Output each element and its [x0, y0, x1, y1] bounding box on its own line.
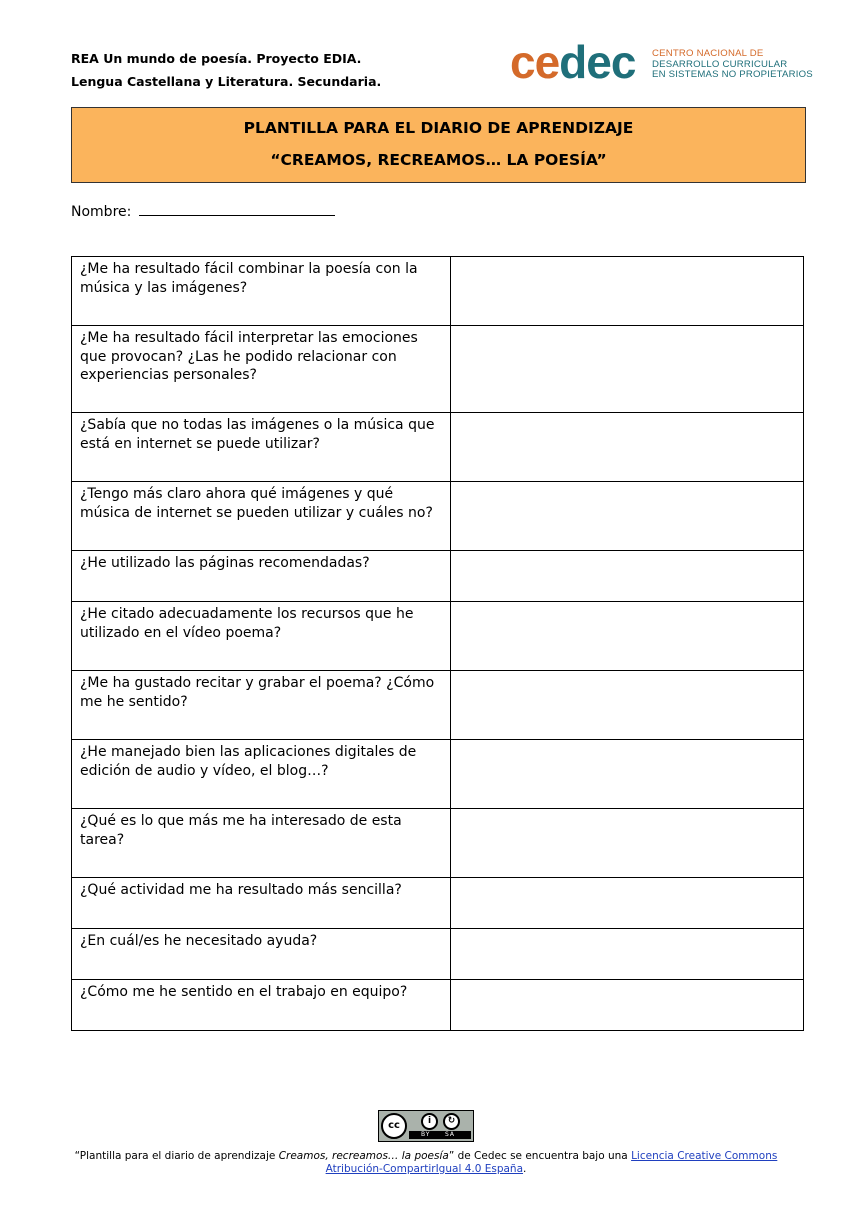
table-row: [72, 671, 804, 740]
cedec-logo-word: [510, 34, 635, 90]
answer-cell[interactable]: [451, 482, 804, 551]
by-attribution-icon: i: [421, 1113, 438, 1130]
answer-cell[interactable]: [451, 740, 804, 809]
cedec-logo: [510, 36, 815, 90]
cedec-logo-sub2: DESARROLLO CURRICULAR: [652, 58, 788, 70]
credit-end: .: [523, 1162, 527, 1175]
footer: [0, 1110, 852, 1175]
name-blank-line[interactable]: [139, 201, 335, 216]
question-cell: ¿He manejado bien las aplicaciones digitales de edición de audio y vídeo, el blog…?: [72, 740, 451, 809]
cedec-logo-subtitle: [652, 49, 813, 81]
license-credit: [46, 1150, 806, 1175]
table-row: [72, 878, 804, 929]
table-row: [72, 809, 804, 878]
cc-by-sa-badge: [378, 1110, 474, 1142]
question-cell: ¿Qué es lo que más me ha interesado de esta tarea?: [72, 809, 451, 878]
question-cell: ¿Qué actividad me ha resultado más sencilla?: [72, 878, 451, 929]
table-row: [72, 602, 804, 671]
table-row: [72, 257, 804, 326]
answer-cell[interactable]: [451, 257, 804, 326]
answer-cell[interactable]: [451, 326, 804, 413]
answer-cell[interactable]: [451, 413, 804, 482]
answer-cell[interactable]: [451, 878, 804, 929]
cedec-logo-sub3: EN SISTEMAS NO PROPIETARIOS: [652, 69, 813, 80]
license-link[interactable]: Licencia Creative Commons Atribución-CompartirIgual 4.0 España: [325, 1150, 778, 1175]
answer-cell[interactable]: [451, 602, 804, 671]
name-label: Nombre:: [71, 204, 132, 220]
cc-badge-by-label: BY: [421, 1131, 431, 1138]
answer-cell[interactable]: [451, 551, 804, 602]
question-cell: ¿Sabía que no todas las imágenes o la música que está en internet se puede utilizar?: [72, 413, 451, 482]
credit-mid: ” de Cedec se encuentra bajo una: [448, 1150, 632, 1162]
cedec-logo-word-part1: ce: [510, 36, 560, 88]
answer-cell[interactable]: [451, 671, 804, 740]
cedec-logo-sub1: CENTRO NACIONAL DE: [652, 48, 764, 59]
answer-cell[interactable]: [451, 929, 804, 980]
cc-badge-sa-label: SA: [445, 1131, 456, 1138]
title-line-2: “CREAMOS, RECREAMOS… LA POESÍA”: [270, 151, 607, 169]
header-subject-line: Lengua Castellana y Literatura. Secundaria.: [71, 74, 382, 89]
question-cell: ¿He citado adecuadamente los recursos que he utilizado en el vídeo poema?: [72, 602, 451, 671]
answer-cell[interactable]: [451, 980, 804, 1031]
title-line-1: PLANTILLA PARA EL DIARIO DE APRENDIZAJE: [243, 119, 634, 137]
header-project-line: REA Un mundo de poesía. Proyecto EDIA.: [71, 51, 362, 66]
table-row: [72, 980, 804, 1031]
question-cell: ¿Me ha gustado recitar y grabar el poema? ¿Cómo me he sentido?: [72, 671, 451, 740]
table-row: [72, 326, 804, 413]
question-cell: ¿Me ha resultado fácil combinar la poesía con la música y las imágenes?: [72, 257, 451, 326]
table-row: [72, 929, 804, 980]
cc-badge-strip: [409, 1131, 471, 1139]
diary-table: [71, 256, 804, 1031]
table-row: [72, 551, 804, 602]
table-row: [72, 413, 804, 482]
question-cell: ¿He utilizado las páginas recomendadas?: [72, 551, 451, 602]
document-header: [71, 47, 381, 93]
answer-cell[interactable]: [451, 809, 804, 878]
question-cell: ¿Cómo me he sentido en el trabajo en equipo?: [72, 980, 451, 1031]
question-cell: ¿En cuál/es he necesitado ayuda?: [72, 929, 451, 980]
sa-share-alike-icon: ↻: [443, 1113, 460, 1130]
table-row: [72, 740, 804, 809]
cedec-logo-word-part2: dec: [559, 36, 636, 88]
credit-italic-title: Creamos, recreamos… la poesía: [278, 1150, 449, 1162]
question-cell: ¿Me ha resultado fácil interpretar las emociones que provocan? ¿Las he podido relacionar con experiencias personales?: [72, 326, 451, 413]
credit-pre: “Plantilla para el diario de aprendizaje: [74, 1150, 279, 1162]
cc-logo-icon: cc: [381, 1113, 407, 1139]
title-box: [71, 107, 806, 183]
table-row: [72, 482, 804, 551]
name-field-row: [71, 201, 335, 220]
question-cell: ¿Tengo más claro ahora qué imágenes y qué música de internet se pueden utilizar y cuáles no?: [72, 482, 451, 551]
